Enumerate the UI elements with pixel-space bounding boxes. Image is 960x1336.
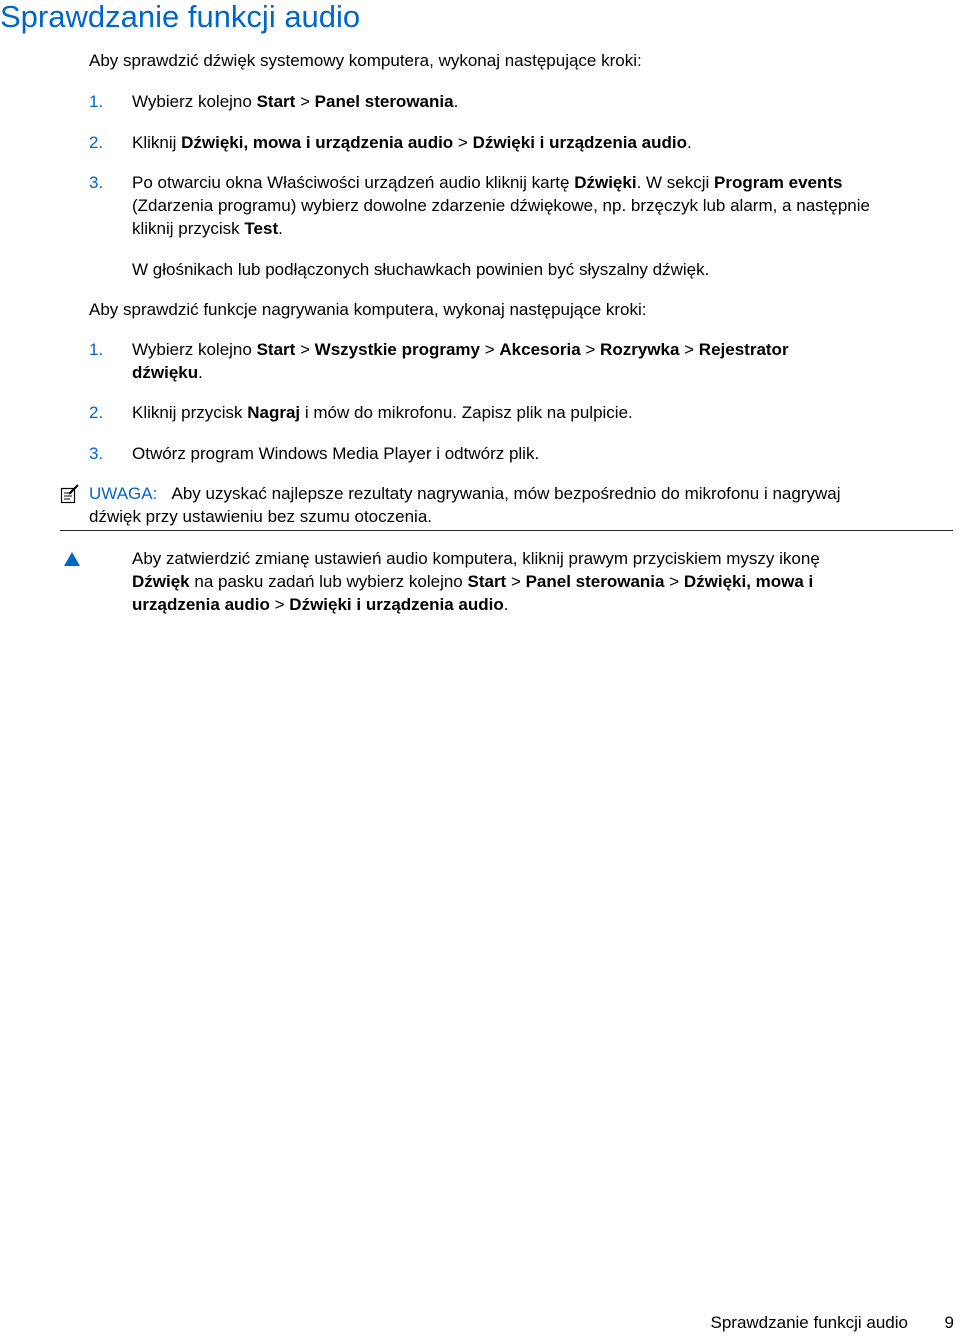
- step-text: [132, 401, 958, 424]
- text: >: [664, 572, 684, 591]
- text: .: [453, 92, 459, 111]
- text: >: [480, 340, 500, 359]
- text: kliknij przycisk: [132, 219, 245, 238]
- text: >: [269, 595, 290, 614]
- text: >: [453, 133, 473, 152]
- page-title: Sprawdzanie funkcji audio: [0, 0, 361, 34]
- bold-text: Nagraj: [247, 403, 301, 422]
- text: .: [687, 133, 692, 152]
- step-line: [132, 361, 958, 384]
- step-text: [132, 131, 958, 154]
- bold-text: Dźwięk: [132, 572, 190, 591]
- step-line: [132, 217, 958, 240]
- bold-text: Dźwięki i urządzenia audio: [472, 133, 687, 152]
- text: . W sekcji: [636, 173, 715, 192]
- note-text: Aby uzyskać najlepsze rezultaty nagrywania, mów bezpośrednio do mikrofonu i nagrywaj: [171, 484, 841, 503]
- caution-line: [132, 570, 813, 593]
- caution-line: [132, 547, 820, 570]
- bold-text: Program events: [714, 173, 843, 192]
- bold-text: Wszystkie programy: [314, 340, 481, 359]
- bold-text: Test: [244, 219, 279, 238]
- page-number: 9: [944, 1313, 954, 1332]
- text: Wybierz kolejno: [132, 340, 257, 359]
- step-text: [132, 338, 958, 384]
- caution-triangle-icon: [64, 552, 80, 566]
- step-text: [132, 90, 958, 113]
- bold-text: Start: [256, 340, 296, 359]
- caution-line: [132, 593, 508, 616]
- text: Wybierz kolejno: [132, 92, 257, 111]
- page-footer: [0, 1311, 960, 1334]
- bold-text: Dźwięki i urządzenia audio: [289, 595, 504, 614]
- step-number: 1.: [89, 92, 104, 111]
- footer-title: Sprawdzanie funkcji audio: [710, 1313, 908, 1332]
- text: .: [278, 219, 283, 238]
- step-number: 2.: [89, 403, 104, 422]
- bold-text: Rozrywka: [600, 340, 680, 359]
- bold-text: Start: [467, 572, 507, 591]
- step-text: [132, 442, 958, 465]
- step-line: [132, 194, 958, 217]
- text: Po otwarciu okna Właściwości urządzeń audio kliknij kartę: [132, 173, 575, 192]
- text: >: [295, 92, 315, 111]
- step-line: [132, 338, 958, 361]
- text: >: [580, 340, 601, 359]
- step-line: [132, 90, 958, 113]
- step-number: 2.: [89, 133, 104, 152]
- note-box: [60, 482, 953, 531]
- bold-text: dźwięku: [132, 363, 199, 382]
- bold-text: Rejestrator: [698, 340, 789, 359]
- step-number: 3.: [89, 173, 104, 192]
- step-line: [132, 442, 958, 465]
- bold-text: Akcesoria: [499, 340, 581, 359]
- note-line-2: dźwięk przy ustawieniu bez szumu otoczenia.: [89, 507, 432, 526]
- bold-text: Dźwięki, mowa i urządzenia audio: [181, 133, 454, 152]
- step-text: [132, 171, 958, 240]
- text: i mów do mikrofonu. Zapisz plik na pulpicie.: [300, 403, 633, 422]
- intro-playback: Aby sprawdzić dźwięk systemowy komputera, wykonaj następujące kroki:: [89, 51, 642, 70]
- note-icon: [60, 484, 80, 504]
- step-line: [132, 131, 958, 154]
- step-number: 3.: [89, 444, 104, 463]
- playback-result: W głośnikach lub podłączonych słuchawkach powinien być słyszalny dźwięk.: [132, 260, 710, 279]
- text: >: [295, 340, 315, 359]
- bold-text: Dźwięki, mowa i: [683, 572, 814, 591]
- text: .: [198, 363, 203, 382]
- text: na pasku zadań lub wybierz kolejno: [189, 572, 468, 591]
- text: .: [503, 595, 509, 614]
- text: Kliknij przycisk: [132, 403, 248, 422]
- text: (Zdarzenia programu) wybierz dowolne zdarzenie dźwiękowe, np. brzęczyk lub alarm, a następnie: [132, 196, 870, 215]
- note-label: UWAGA:: [89, 484, 158, 503]
- text: Kliknij: [132, 133, 182, 152]
- bold-text: Start: [256, 92, 296, 111]
- text: Aby zatwierdzić zmianę ustawień audio komputera, kliknij prawym przyciskiem myszy ikonę: [132, 549, 820, 568]
- text: Otwórz program Windows Media Player i odtwórz plik.: [132, 444, 540, 463]
- step-line: [132, 401, 958, 424]
- bold-text: urządzenia audio: [132, 595, 270, 614]
- step-line: [132, 171, 958, 194]
- bold-text: Dźwięki: [574, 173, 637, 192]
- bold-text: Panel sterowania: [525, 572, 665, 591]
- intro-record: Aby sprawdzić funkcje nagrywania komputera, wykonaj następujące kroki:: [89, 300, 647, 319]
- text: >: [679, 340, 699, 359]
- bold-text: Panel sterowania: [314, 92, 454, 111]
- text: >: [506, 572, 526, 591]
- step-number: 1.: [89, 340, 104, 359]
- note-line-1: [89, 482, 841, 505]
